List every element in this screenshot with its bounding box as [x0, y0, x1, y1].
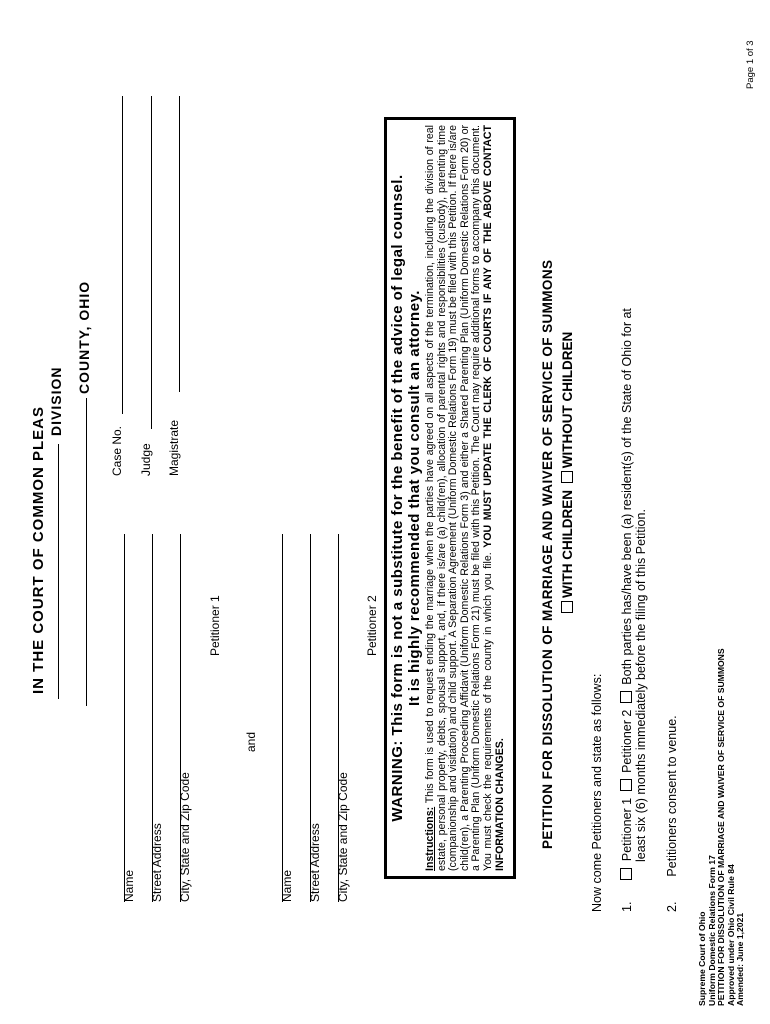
judge-line [151, 96, 152, 429]
division-line [58, 444, 59, 699]
item-1-both-parties: Both parties has/have been (a) resident(s) of the State of Ohio for at [620, 308, 634, 685]
and-text: and [244, 731, 258, 752]
judge-label: Judge [139, 443, 153, 476]
instructions-label: Instructions: [424, 806, 436, 871]
name-line-2 [282, 534, 283, 902]
petition-title: PETITION FOR DISSOLUTION OF MARRIAGE AND WAIVER OF SERVICE OF SUMMONS [540, 259, 555, 849]
form-footer [698, 648, 746, 1006]
name-label-1: Name [122, 869, 136, 902]
item-1 [620, 308, 634, 912]
warning-line-2: It is highly recommended that you consult an attorney. [406, 290, 423, 706]
case-no-label: Case No. [110, 425, 124, 476]
without-children-checkbox[interactable] [561, 471, 573, 483]
county-line [86, 398, 87, 706]
street-label-2: Street Address [308, 823, 322, 902]
footer-line-4: Approved under Ohio Civil Rule 84 [725, 864, 736, 1006]
item-1-petitioner-2: Petitioner 2 [620, 709, 634, 773]
street-label-1: Street Address [150, 823, 164, 902]
without-children-label: WITHOUT CHILDREN [560, 331, 575, 469]
item-2 [665, 715, 679, 912]
both-parties-residency-checkbox[interactable] [620, 691, 632, 703]
petitioner-2-residency-checkbox[interactable] [620, 779, 632, 791]
court-title: IN THE COURT OF COMMON PLEAS [30, 406, 47, 694]
instructions-body: This form is used to request ending the marriage when the parties have agreed on all aspects of the termination, including the division of real estate, personal property, debts, spousal support, and, if there is/are (a) child(ren), allocation of parental rights and responsibilities (custody), parenting time (companionship and visitation) and child support. A Separation Agreement (Uniform Domestic Relations Form 19) must be filed with this Petition. If there is/are child(ren), a Parenting Proceeding Affidavit (Uniform Domestic Relations Form 3) and either a Shared Parenting Plan (Uniform Domestic Relations Form 20) or a Parenting Plan (Uniform Domestic Relations Form 21) must be filed with this Petition. The Court may require additional forms to accompany this document. You must check the requirements of the county in which you file. [424, 125, 494, 871]
warning-box [384, 117, 516, 879]
name-label-2: Name [280, 869, 294, 902]
item-1-line-2: least six (6) months immediately before the filing of this Petition. [634, 509, 648, 862]
name-line-1 [124, 534, 125, 902]
magistrate-line [179, 96, 180, 392]
item-2-number: 2. [665, 901, 679, 912]
with-children-label: WITH CHILDREN [560, 490, 575, 598]
county-label: COUNTY, OHIO [76, 280, 92, 394]
petitioner-1-residency-checkbox[interactable] [620, 868, 632, 880]
instructions-text [425, 125, 506, 871]
case-no-line [122, 96, 123, 414]
intro-text: Now come Petitioners and state as follows: [590, 673, 604, 912]
footer-line-2: Uniform Domestic Relations Form 17 [706, 855, 717, 1006]
item-1-petitioner-1: Petitioner 1 [620, 797, 634, 862]
warning-heading [389, 125, 423, 871]
footer-line-1: Supreme Court of Ohio [697, 911, 707, 1006]
footer-line-3: PETITION FOR DISSOLUTION OF MARRIAGE AND WAIVER OF SERVICE OF SUMMONS [716, 648, 727, 1006]
warning-line-1: WARNING: This form is not a substitute for the benefit of the advice of legal counsel. [389, 174, 406, 822]
city-label-1: City, State and Zip Code [178, 772, 192, 902]
city-label-2: City, State and Zip Code [336, 772, 350, 902]
magistrate-label: Magistrate [167, 419, 181, 476]
children-options [560, 332, 575, 616]
petitioner-2-label: Petitioner 2 [365, 595, 379, 656]
page-number: Page 1 of 3 [745, 40, 756, 89]
update-clerk-text: YOU MUST UPDATE THE CLERK OF COURTS IF ANY OF THE ABOVE CONTACT INFORMATION CHANGES. [481, 125, 506, 871]
item-2-text: Petitioners consent to venue. [665, 715, 679, 877]
item-1-number: 1. [620, 901, 634, 912]
footer-line-5: Amended: June 1,2021 [735, 912, 746, 1006]
with-children-checkbox[interactable] [561, 601, 573, 613]
division-label: DIVISION [48, 366, 64, 436]
petitioner-1-label: Petitioner 1 [208, 595, 222, 656]
